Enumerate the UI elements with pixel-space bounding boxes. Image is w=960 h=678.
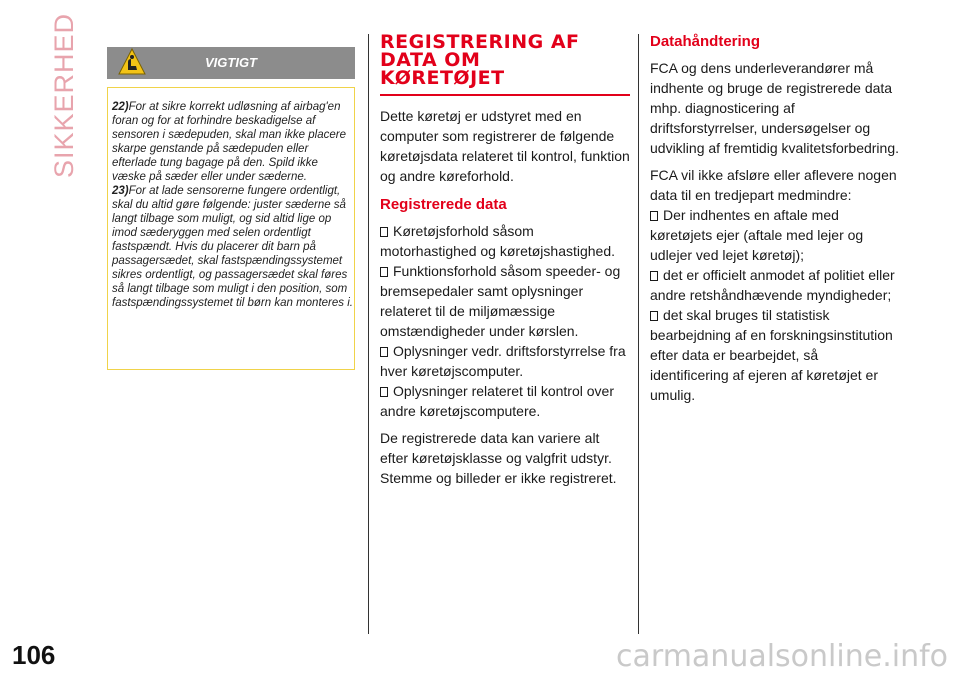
warning-item-text: For at lade sensorerne fungere ordentligt, skal du altid gøre følgende: juster sæderne så langt tilbage som muligt, og sid altid lige op imod sæderyggen med selen ordentligt fastspændt. Hvis du placerer dit barn på passagersædet, skal fastspændingssystemet sikres ordentligt, og passagersædet skal føres så langt tilbage som muligt i den position, som fastspændingssystemet til børn kan monteres i. bbox=[112, 185, 353, 309]
list-item-text: Funktionsforhold såsom speeder- og bremsepedaler samt oplysninger relateret til de miljømæssige omstændigheder under kørslen. bbox=[380, 263, 621, 339]
list-item bbox=[380, 221, 630, 261]
title-line: REGISTRERING AF bbox=[380, 31, 580, 53]
warning-item bbox=[112, 184, 354, 310]
list-item-text: Der indhentes en aftale med køretøjets ejer (aftale med lejer og udlejer ved lejet køretøj); bbox=[650, 207, 864, 263]
subheading-registered-data: Registrerede data bbox=[380, 196, 507, 213]
section-title bbox=[380, 33, 630, 87]
list-item-text: Oplysninger vedr. driftsforstyrrelse fra hver køretøjscomputer. bbox=[380, 343, 626, 379]
column-divider bbox=[638, 34, 639, 634]
column-divider bbox=[368, 34, 369, 634]
middle-column bbox=[380, 33, 630, 495]
list-item-text: det er officielt anmodet af politiet eller andre retshåndhævende myndigheder; bbox=[650, 267, 895, 303]
warning-header bbox=[107, 47, 355, 79]
list-item bbox=[650, 205, 900, 265]
list-item bbox=[380, 261, 630, 341]
checkbox-bullet-icon bbox=[380, 347, 388, 357]
list-item-text: Køretøjsforhold såsom motorhastighed og køretøjshastighed. bbox=[380, 223, 616, 259]
closing-paragraph: De registrerede data kan variere alt efter køretøjsklasse og valgfrit udstyr. Stemme og billeder er ikke registreret. bbox=[380, 430, 617, 486]
disclosure-list bbox=[650, 205, 900, 405]
list-item-text: det skal bruges til statistisk bearbejdning af en forskningsinstitution efter data er bearbejdet, så identificering af ejeren af køretøjet er umulig. bbox=[650, 307, 893, 403]
list-item bbox=[380, 381, 630, 421]
title-line: DATA OM bbox=[380, 49, 481, 71]
warning-item-text: For at sikre korrekt udløsning af airbag'en foran og for at forhindre beskadigelse af sensoren i sædepuden, skal man ikke placere skarpe genstande på sædepuden eller efterlade tung bagage på den. Spild ikke væske på sæder eller under sæderne. bbox=[112, 101, 346, 183]
warning-title: VIGTIGT bbox=[205, 55, 257, 70]
warning-item-number: 22) bbox=[112, 101, 129, 113]
checkbox-bullet-icon bbox=[380, 227, 388, 237]
section-label: SIKKERHED bbox=[49, 12, 80, 178]
list-item bbox=[380, 341, 630, 381]
subheading-data-handling: Datahåndtering bbox=[650, 33, 761, 50]
warning-text bbox=[112, 100, 354, 310]
list-item-text: Oplysninger relateret til kontrol over andre køretøjscomputere. bbox=[380, 383, 614, 419]
title-line: KØRETØJET bbox=[380, 67, 505, 89]
section-side-tab bbox=[48, 12, 82, 178]
page-number: 106 bbox=[12, 640, 56, 670]
checkbox-bullet-icon bbox=[380, 267, 388, 277]
checkbox-bullet-icon bbox=[650, 311, 658, 321]
warning-item-number: 23) bbox=[112, 185, 129, 197]
registered-data-list bbox=[380, 221, 630, 421]
title-rule bbox=[380, 94, 630, 96]
right-column bbox=[650, 33, 900, 412]
intro-paragraph: Dette køretøj er udstyret med en computer som registrerer de følgende køretøjsdata relateret til kontrol, funktion og andre køreforhold. bbox=[380, 108, 630, 184]
checkbox-bullet-icon bbox=[380, 387, 388, 397]
list-item bbox=[650, 305, 900, 405]
warning-item bbox=[112, 100, 354, 184]
watermark: carmanualsonline.info bbox=[616, 639, 948, 674]
list-item bbox=[650, 265, 900, 305]
disclosure-paragraph: FCA vil ikke afsløre eller aflevere nogen data til en tredjepart medmindre: bbox=[650, 167, 897, 203]
checkbox-bullet-icon bbox=[650, 271, 658, 281]
handling-paragraph: FCA og dens underleverandører må indhente og bruge de registrerede data mhp. diagnosticering af driftsforstyrrelser, undersøgelser og udvikling af fremtidig kvalitetsforbedring. bbox=[650, 60, 900, 156]
checkbox-bullet-icon bbox=[650, 211, 658, 221]
